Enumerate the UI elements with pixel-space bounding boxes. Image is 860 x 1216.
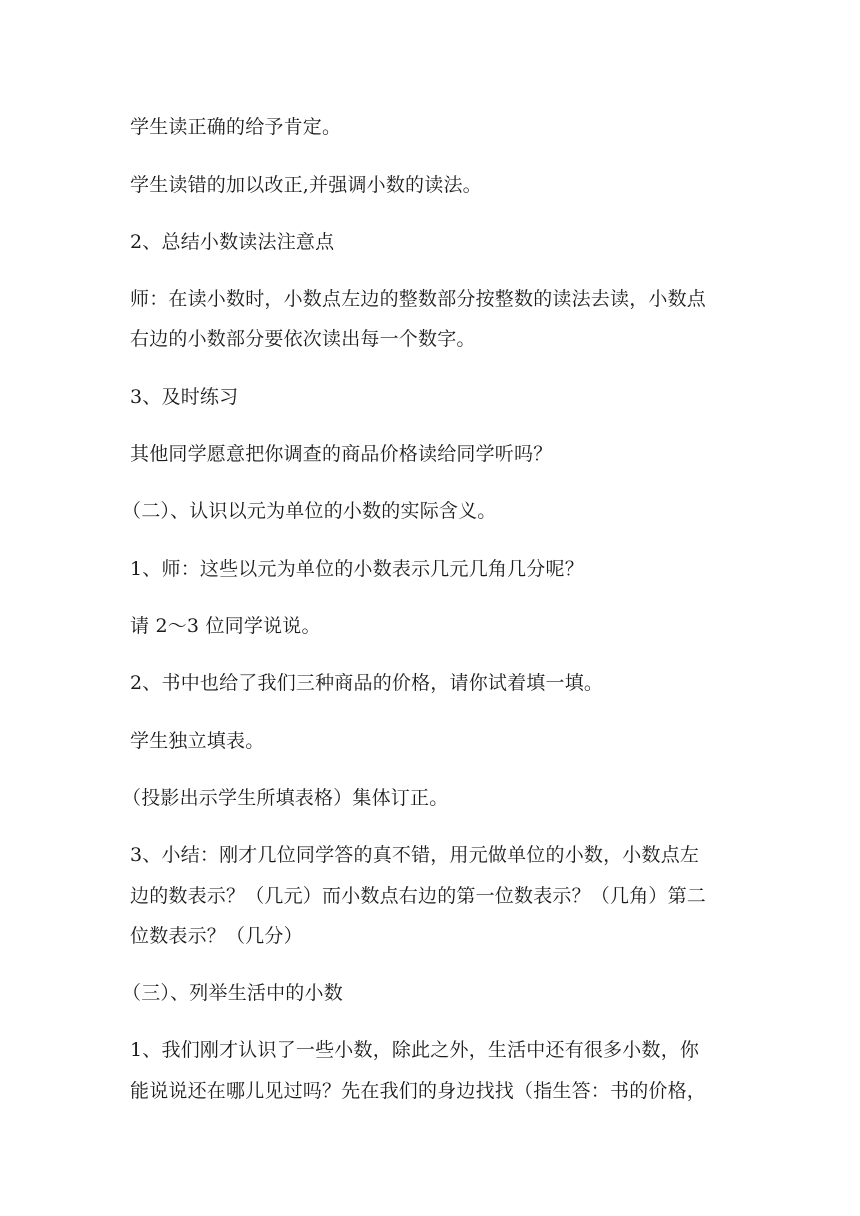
text-line: 3、小结：刚才几位同学答的真不错，用元做单位的小数，小数点左 (130, 844, 700, 866)
text-line: 能说说还在哪儿见过吗？先在我们的身边找找（指生答：书的价格， (130, 1080, 707, 1102)
text-line: 其他同学愿意把你调查的商品价格读给同学听吗？ (130, 443, 553, 465)
text-line: 1、师：这些以元为单位的小数表示几元几角几分呢？ (130, 558, 584, 580)
text-line: 请 2～3 位同学说说。 (130, 615, 321, 637)
text-line: 学生读正确的给予肯定。 (130, 116, 342, 138)
text-line: 右边的小数部分要依次读出每一个数字。 (130, 328, 476, 350)
text-line: 位数表示？（几分） (130, 925, 303, 947)
text-line: 师：在读小数时，小数点左边的整数部分按整数的读法去读，小数点 (130, 288, 707, 310)
section-heading: （二）、认识以元为单位的小数的实际含义。 (122, 500, 497, 522)
text-line: 2、书中也给了我们三种商品的价格，请你试着填一填。 (130, 672, 604, 694)
section-heading: 2、总结小数读法注意点 (130, 231, 335, 253)
text-line: 1、我们刚才认识了一些小数，除此之外，生活中还有很多小数，你 (130, 1039, 700, 1061)
text-line: 学生独立填表。 (130, 730, 265, 752)
section-heading: （三）、列举生活中的小数 (122, 982, 343, 1004)
text-line: 学生读错的加以改正,并强调小数的读法。 (130, 174, 482, 196)
section-heading: 3、及时练习 (130, 386, 239, 408)
text-line: （投影出示学生所填表格）集体订正。 (122, 787, 449, 809)
text-line: 边的数表示？（几元）而小数点右边的第一位数表示？（几角）第二 (130, 885, 707, 907)
